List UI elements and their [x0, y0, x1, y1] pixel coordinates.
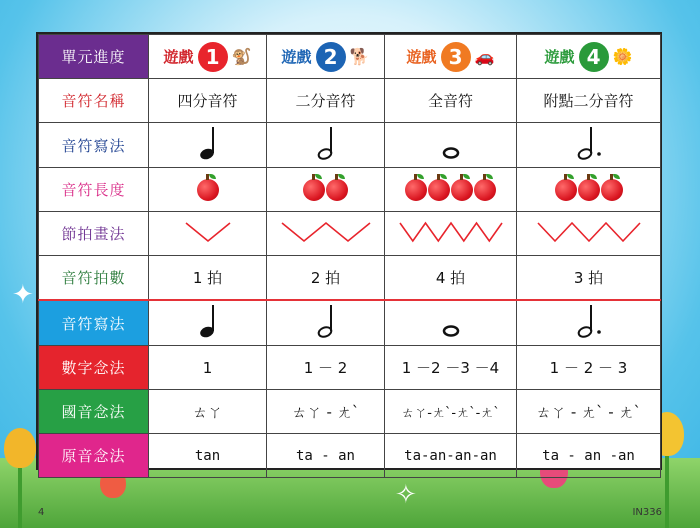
number-reading-cell: 1 －2 －3 －4	[385, 346, 517, 390]
original-reading-cell: ta-an-an-an	[385, 434, 517, 478]
note-name-cell: 四分音符	[149, 79, 267, 123]
game-2-number: 2	[316, 42, 346, 72]
game-1-number: 1	[198, 42, 228, 72]
zigzag-cell	[517, 212, 661, 256]
apple-icon	[601, 179, 623, 201]
zigzag-cell	[385, 212, 517, 256]
apple-icon	[578, 179, 600, 201]
number-reading-label: 數字念法	[39, 346, 149, 390]
apple-cell	[385, 168, 517, 212]
game-3-number: 3	[441, 42, 471, 72]
game-1-header	[149, 35, 267, 79]
number-reading-row	[39, 346, 661, 390]
beat-zigzag-line	[186, 223, 230, 241]
product-code: IN336	[632, 507, 662, 518]
half-note-icon	[267, 300, 385, 346]
original-reading-cell: ta - an -an	[517, 434, 661, 478]
original-reading-cell: ta - an	[267, 434, 385, 478]
apple-cell	[267, 168, 385, 212]
dotted-half-note-icon	[517, 123, 661, 168]
flower-icon: 🌼	[612, 47, 633, 66]
beat-count-row	[39, 256, 661, 301]
whole-note-icon	[385, 300, 517, 346]
note-writing-row-2	[39, 300, 661, 346]
apple-cell	[517, 168, 661, 212]
beat-zigzag-line	[538, 223, 640, 241]
note-writing-label-2: 音符寫法	[39, 300, 149, 346]
tulip-stem	[665, 448, 669, 528]
game-4-label: 遊戲	[544, 48, 575, 66]
quarter-note-icon	[149, 300, 267, 346]
apple-icon	[474, 179, 496, 201]
note-length-label: 音符長度	[39, 168, 149, 212]
zhuyin-reading-cell: ㄊㄚ	[149, 390, 267, 434]
game-4-header	[517, 35, 661, 79]
header-row	[39, 35, 661, 79]
apple-icon	[428, 179, 450, 201]
original-reading-label: 原音念法	[39, 434, 149, 478]
beat-count-label: 音符拍數	[39, 256, 149, 301]
game-1-label: 遊戲	[163, 48, 194, 66]
number-reading-cell: 1 － 2	[267, 346, 385, 390]
original-reading-row	[39, 434, 661, 478]
page-number: 4	[38, 507, 45, 518]
zhuyin-reading-cell: ㄊㄚ-ㄤˋ-ㄤˋ-ㄤˋ	[385, 390, 517, 434]
note-name-label: 音符名稱	[39, 79, 149, 123]
note-name-cell: 附點二分音符	[517, 79, 661, 123]
note-length-row	[39, 168, 661, 212]
zhuyin-reading-cell: ㄊㄚ - ㄤˋ	[267, 390, 385, 434]
beat-count-cell: 1 拍	[149, 256, 267, 301]
number-reading-cell: 1 － 2 － 3	[517, 346, 661, 390]
zhuyin-reading-label: 國音念法	[39, 390, 149, 434]
apple-icon	[303, 179, 325, 201]
game-3-label: 遊戲	[406, 48, 437, 66]
apple-cell	[149, 168, 267, 212]
beat-count-cell: 2 拍	[267, 256, 385, 301]
car-icon: 🚗	[474, 47, 495, 66]
note-writing-row	[39, 123, 661, 168]
quarter-note-icon	[149, 123, 267, 168]
beat-count-cell: 3 拍	[517, 256, 661, 301]
apple-icon	[405, 179, 427, 201]
zhuyin-reading-row	[39, 390, 661, 434]
beat-drawing-row	[39, 212, 661, 256]
zigzag-cell	[149, 212, 267, 256]
rhythm-table	[38, 34, 661, 478]
apple-icon	[451, 179, 473, 201]
beat-zigzag-line	[400, 223, 502, 241]
zigzag-cell	[267, 212, 385, 256]
whole-note-icon	[385, 123, 517, 168]
game-3-header	[385, 35, 517, 79]
note-name-cell: 二分音符	[267, 79, 385, 123]
number-reading-cell: 1	[149, 346, 267, 390]
sparkle-icon: ✦	[12, 280, 34, 310]
sparkle-icon: ✧	[395, 480, 417, 510]
zhuyin-reading-cell: ㄊㄚ - ㄤˋ - ㄤˋ	[517, 390, 661, 434]
tulip-stem	[18, 458, 22, 528]
note-name-row	[39, 79, 661, 123]
beat-zigzag-line	[282, 223, 370, 241]
beat-drawing-label: 節拍畫法	[39, 212, 149, 256]
unit-progress-header: 單元進度	[39, 35, 149, 79]
tulip-icon	[4, 428, 36, 468]
note-writing-label: 音符寫法	[39, 123, 149, 168]
note-name-cell: 全音符	[385, 79, 517, 123]
half-note-icon	[267, 123, 385, 168]
dog-icon: 🐕	[349, 47, 370, 66]
game-2-label: 遊戲	[281, 48, 312, 66]
beat-count-cell: 4 拍	[385, 256, 517, 301]
apple-icon	[555, 179, 577, 201]
dotted-half-note-icon	[517, 300, 661, 346]
game-4-number: 4	[579, 42, 609, 72]
apple-icon	[197, 179, 219, 201]
game-2-header	[267, 35, 385, 79]
original-reading-cell: tan	[149, 434, 267, 478]
apple-icon	[326, 179, 348, 201]
monkey-icon: 🐒	[231, 47, 252, 66]
